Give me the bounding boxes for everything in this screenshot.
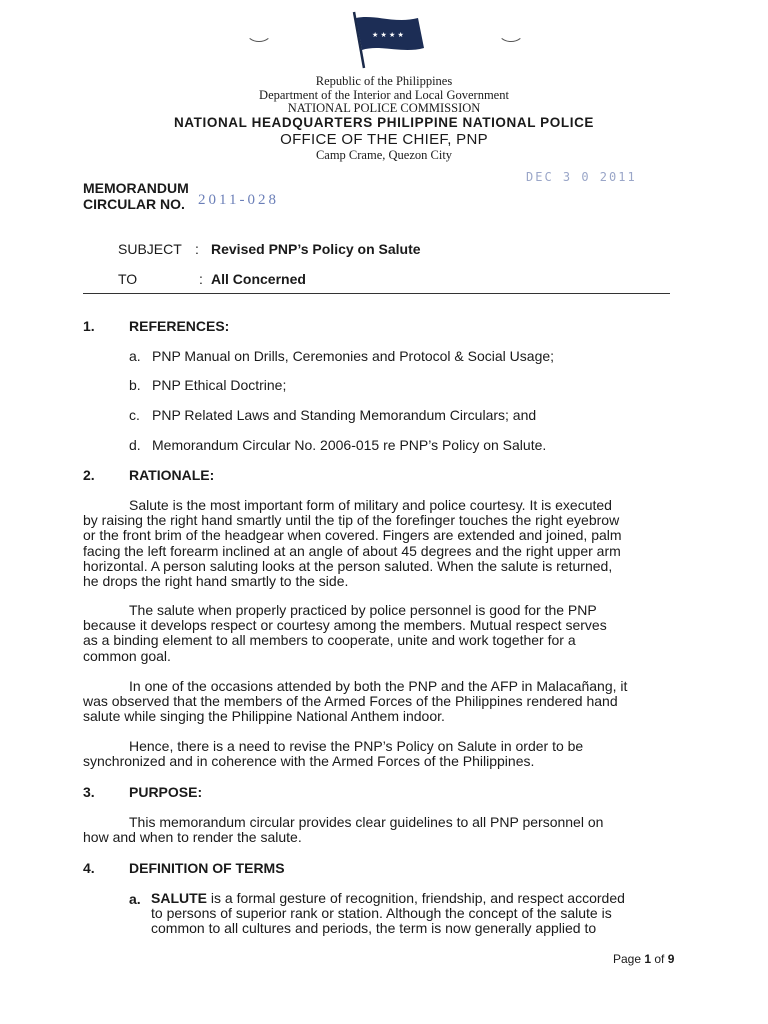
para-line: This memorandum circular provides clear guidelines to all PNP personnel on <box>129 814 604 830</box>
section-num-rationale: 2. <box>83 467 95 483</box>
rationale-paragraph-4 <box>83 739 677 769</box>
para-line: or the front brim of the headgear when covered. Fingers are extended and joined, palm <box>83 527 622 544</box>
circular-label: CIRCULAR NO. <box>83 196 185 212</box>
para-line <box>151 891 677 906</box>
para-line: how and when to render the salute. <box>83 829 302 846</box>
header-office-title: OFFICE OF THE CHIEF, PNP <box>280 131 488 148</box>
subject-value: Revised PNP’s Policy on Salute <box>211 241 421 257</box>
section-title-purpose: PURPOSE: <box>129 784 203 800</box>
para-line: salute while singing the Philippine National Anthem indoor. <box>83 708 445 725</box>
svg-text:★ ★ ★ ★: ★ ★ ★ ★ <box>372 31 404 39</box>
para-line: because it develops respect or courtesy among the members. Mutual respect serves <box>83 617 607 634</box>
decor-arc-right <box>498 22 524 42</box>
para-line: common goal. <box>83 647 171 664</box>
header-department: Department of the Interior and Local Government <box>259 88 509 102</box>
to-value: All Concerned <box>211 271 306 287</box>
rationale-paragraph-3 <box>83 679 677 725</box>
para-line: he drops the right hand smartly to the side. <box>83 573 349 590</box>
reference-text: PNP Manual on Drills, Ceremonies and Protocol & Social Usage; <box>152 348 555 364</box>
header-headquarters: NATIONAL HEADQUARTERS PHILIPPINE NATIONAL POLICE <box>173 115 595 130</box>
date-stamp: DEC 3 0 2011 <box>526 170 637 184</box>
purpose-paragraph <box>83 815 677 845</box>
page-label: Page <box>613 952 645 966</box>
section-title-definitions: DEFINITION OF TERMS <box>129 860 285 876</box>
page-number: 1 <box>644 952 652 966</box>
to-label: TO <box>118 271 138 287</box>
definition-first-line: is a formal gesture of recognition, friendship, and respect accorded <box>207 890 625 906</box>
circular-number: 2011-028 <box>198 192 279 208</box>
divider <box>83 293 670 294</box>
rationale-paragraph-1 <box>83 498 677 589</box>
section-num-definitions: 4. <box>83 860 95 876</box>
para-line: common to all cultures and periods, the term is now generally applied to <box>151 920 597 937</box>
para-line: The salute when properly practiced by police personnel is good for the PNP <box>129 602 597 618</box>
section-num-purpose: 3. <box>83 784 95 800</box>
memo-label: MEMORANDUM <box>83 180 189 196</box>
pnp-flag-logo <box>340 10 430 70</box>
rationale-paragraph-2 <box>83 603 677 664</box>
section-num-references: 1. <box>83 318 95 334</box>
para-line: Hence, there is a need to revise the PNP’s Policy on Salute in order to be <box>129 738 584 754</box>
para-line: as a binding element to all members to cooperate, unite and work together for a <box>83 632 576 649</box>
para-line: horizontal. A person saluting looks at the person saluted. When the salute is returned, <box>83 557 613 574</box>
para-line: In one of the occasions attended by both the PNP and the AFP in Malacañang, it <box>129 678 628 694</box>
reference-letter: c. <box>129 407 140 423</box>
page-total: 9 <box>667 952 675 966</box>
subject-label: SUBJECT <box>118 241 182 257</box>
para-line: to persons of superior rank or station. Although the concept of the salute is <box>151 905 612 922</box>
header-republic: Republic of the Philippines <box>315 74 453 88</box>
header-commission: NATIONAL POLICE COMMISSION <box>287 101 481 115</box>
para-line: by raising the right hand smartly until the tip of the forefinger touches the right eyebrow <box>83 512 620 529</box>
para-line: facing the left forearm inclined at an angle of about 45 degrees and the right upper arm <box>83 542 621 559</box>
page-indicator <box>613 952 674 966</box>
definition-term: SALUTE <box>151 890 207 906</box>
reference-letter: d. <box>129 437 141 453</box>
to-sep: : <box>199 271 203 287</box>
definition-letter: a. <box>129 891 141 907</box>
reference-text: PNP Ethical Doctrine; <box>152 377 287 393</box>
reference-text: PNP Related Laws and Standing Memorandum Circulars; and <box>152 407 537 423</box>
header-location: Camp Crame, Quezon City <box>315 148 453 162</box>
reference-text: Memorandum Circular No. 2006-015 re PNP’s Policy on Salute. <box>152 437 547 453</box>
reference-letter: a. <box>129 348 141 364</box>
section-title-references: REFERENCES: <box>129 318 230 334</box>
subject-sep: : <box>195 241 199 257</box>
para-line: was observed that the members of the Armed Forces of the Philippines rendered hand <box>83 693 618 710</box>
para-line: synchronized and in coherence with the Armed Forces of the Philippines. <box>83 753 535 770</box>
page-of: of <box>651 952 668 966</box>
definition-paragraph <box>151 891 677 937</box>
section-title-rationale: RATIONALE: <box>129 467 215 483</box>
para-line: Salute is the most important form of military and police courtesy. It is executed <box>129 497 612 513</box>
reference-letter: b. <box>129 377 141 393</box>
decor-arc-left <box>246 22 272 42</box>
